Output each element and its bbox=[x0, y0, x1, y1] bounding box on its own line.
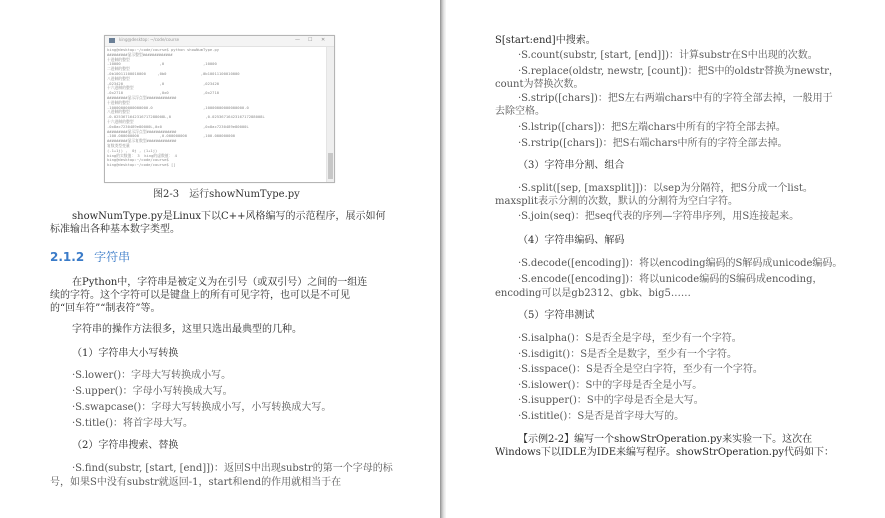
terminal-line: -0.0253671642316717288008L,0 ,0.0253671642316717288008L bbox=[107, 114, 265, 120]
terminal-line: king的实数值： 3 king的虚数值： 4 bbox=[107, 152, 177, 158]
list-item-cont: encoding可以是gb2312、gbk、big5…… bbox=[495, 288, 691, 299]
list-item: ·S.lower()：字母大写转换成小写。 bbox=[72, 370, 232, 381]
paragraph-line: 字符串的操作方法很多，这里只选出最典型的几种。 bbox=[72, 324, 302, 335]
list-item: ·S.isupper()：S中的字母是否全是大写。 bbox=[518, 395, 704, 406]
paragraph-line: S[start:end]中搜索。 bbox=[495, 35, 596, 46]
terminal-line: -10000000000000000.0 ,10000000000000000.0 bbox=[107, 104, 249, 110]
terminal-line: king@desktop:~/code/course$ [] bbox=[107, 162, 176, 168]
terminal-line: 十进制的整型 bbox=[107, 99, 130, 105]
example-line: 【示例2-2】编写一个showStrOperation.py来实验一下。这次在 bbox=[518, 434, 813, 445]
section-title: 字符串 bbox=[94, 250, 131, 264]
terminal-line: king@desktop:~/code/course$ bbox=[107, 157, 169, 163]
terminal-screenshot bbox=[104, 35, 335, 183]
terminal-app-icon bbox=[109, 38, 115, 43]
list-item-cont: count为替换次数。 bbox=[495, 79, 584, 90]
list-item: ·S.lstrip([chars])：把S左端chars中所有的字符全部去掉。 bbox=[518, 122, 786, 133]
terminal-line: #########显示复数型############# bbox=[107, 138, 177, 144]
subheading: （2）字符串搜索、替换 bbox=[72, 440, 179, 451]
list-item: ·S.encode([encoding])：将以unicode编码的S编码成encoding， bbox=[518, 274, 823, 285]
subheading: （5）字符串测试 bbox=[518, 310, 595, 321]
terminal-scroll-thumb bbox=[328, 153, 333, 179]
terminal-line: king@desktop:~/code/course$ python showNumType.py bbox=[107, 47, 220, 52]
list-item: ·S.replace(oldstr, newstr, [count])：把S中的oldstr替换为newstr， bbox=[518, 66, 839, 77]
terminal-line: 十六进制的整型 bbox=[107, 85, 134, 91]
terminal-line: -0x8ac7230489e80000L,0x0 ,0x8ac7230489e80000L bbox=[107, 123, 249, 129]
terminal-line: -10000 ,0 ,10000 bbox=[107, 61, 217, 67]
terminal-scrollbar bbox=[326, 47, 334, 182]
terminal-line: -023420 ,0 ,023420 bbox=[107, 80, 220, 86]
intro-line: 标准输出各种基本数字类型。 bbox=[50, 224, 180, 235]
list-item: ·S.count(substr, [start, [end]])：计算substr在S中出现的次数。 bbox=[518, 50, 818, 61]
list-item: ·S.rstrip([chars])：把S右端chars中所有的字符全部去掉。 bbox=[518, 138, 788, 149]
terminal-title-bar bbox=[105, 36, 334, 47]
list-item: ·S.decode([encoding])：将以encoding编码的S解码成unicode编码。 bbox=[518, 258, 843, 269]
close-icon: ✕ bbox=[321, 37, 326, 43]
list-item: ·S.join(seq)：把seq代表的序列—字符串序列，用S连接起来。 bbox=[518, 211, 800, 222]
terminal-line: 十六进制的整型 bbox=[107, 118, 134, 124]
subheading: （4）字符串编码、解码 bbox=[518, 235, 625, 246]
terminal-line: -100.000000000 ,0.000000000 ,100.000000000 bbox=[107, 133, 236, 139]
list-item: ·S.find(substr, [start, [end]])：返回S中出现substr的第一个字母的标 bbox=[72, 463, 393, 474]
list-item: ·S.isalpha()：S是否全是字母，至少有一个字符。 bbox=[518, 333, 742, 344]
list-item: ·S.upper()：字母小写转换成大写。 bbox=[72, 386, 233, 397]
terminal-line: 十进制的整型 bbox=[107, 56, 130, 62]
paragraph-line: 的“回车符”“制表符”等。 bbox=[50, 303, 161, 314]
terminal-line: 复数类型变量 bbox=[107, 142, 130, 148]
section-number: 2.1.2 bbox=[50, 250, 85, 264]
figure-caption: 图2-3 运行showNumType.py bbox=[153, 189, 300, 200]
terminal-line: 二进制的整型 bbox=[107, 66, 130, 72]
terminal-output bbox=[105, 47, 326, 182]
list-item: ·S.isdigit()：S是否全是数字，至少有一个字符。 bbox=[518, 349, 738, 360]
terminal-line: (-1+1j) , 0j , (1+1j) bbox=[107, 147, 158, 153]
list-item: ·S.title()：将首字母大写。 bbox=[72, 418, 194, 429]
maximize-icon: ☐ bbox=[308, 37, 313, 43]
subheading: （3）字符串分割、组合 bbox=[518, 160, 625, 171]
list-item: ·S.swapcase()：字母大写转换成小写，小写转换成大写。 bbox=[72, 402, 332, 413]
paragraph-line: 在Python中，字符串是被定义为在引号（或双引号）之间的一组连 bbox=[72, 277, 368, 288]
terminal-line: #########显示整型############# bbox=[107, 51, 173, 57]
list-item: ·S.strip([chars])：把S左右两端chars中有的字符全部去掉，一般用于 bbox=[518, 93, 833, 104]
list-item: ·S.istitle()：S是否是首字母大写的。 bbox=[518, 411, 685, 422]
terminal-line: -0b10011100010000 ,0b0 ,0b10011100010000 bbox=[107, 70, 240, 76]
list-item: ·S.islower()：S中的字母是否全是小写。 bbox=[518, 380, 703, 391]
section-heading bbox=[50, 249, 130, 265]
terminal-title: king@desktop: ~/code/course bbox=[119, 37, 180, 42]
left-page bbox=[0, 0, 440, 518]
list-item-cont: 去除空格。 bbox=[495, 106, 545, 117]
terminal-line: -0x2710 ,0x0 ,0x2710 bbox=[107, 90, 220, 96]
minimize-icon: — bbox=[295, 37, 300, 43]
terminal-line: #########显示浮点型############# bbox=[107, 128, 177, 134]
subheading: （1）字符串大小写转换 bbox=[72, 348, 179, 359]
list-item: ·S.split([sep, [maxsplit]])：以sep为分隔符，把S分成一个list。 bbox=[518, 183, 813, 194]
example-line: Windows下以IDLE为IDE来编写程序。showStrOperation.py代码如下： bbox=[495, 447, 834, 458]
list-item: 号，如果S中没有substr就返回-1，start和end的作用就相当于在 bbox=[50, 477, 342, 488]
intro-line: showNumType.py是Linux下以C++风格编写的示范程序，展示如何 bbox=[72, 211, 386, 222]
terminal-line: #########显示浮点型############# bbox=[107, 94, 177, 100]
terminal-line: 八进制的整型 bbox=[107, 109, 130, 115]
list-item: ·S.isspace()：S是否全是空白字符，至少有一个字符。 bbox=[518, 364, 763, 375]
right-page bbox=[446, 0, 885, 518]
paragraph-line: 续的字符。这个字符可以是键盘上的所有可见字符，也可以是不可见 bbox=[50, 290, 350, 301]
terminal-line: 八进制的整型 bbox=[107, 75, 130, 81]
list-item-cont: maxsplit表示分割的次数，默认的分割符为空白字符。 bbox=[495, 196, 739, 207]
